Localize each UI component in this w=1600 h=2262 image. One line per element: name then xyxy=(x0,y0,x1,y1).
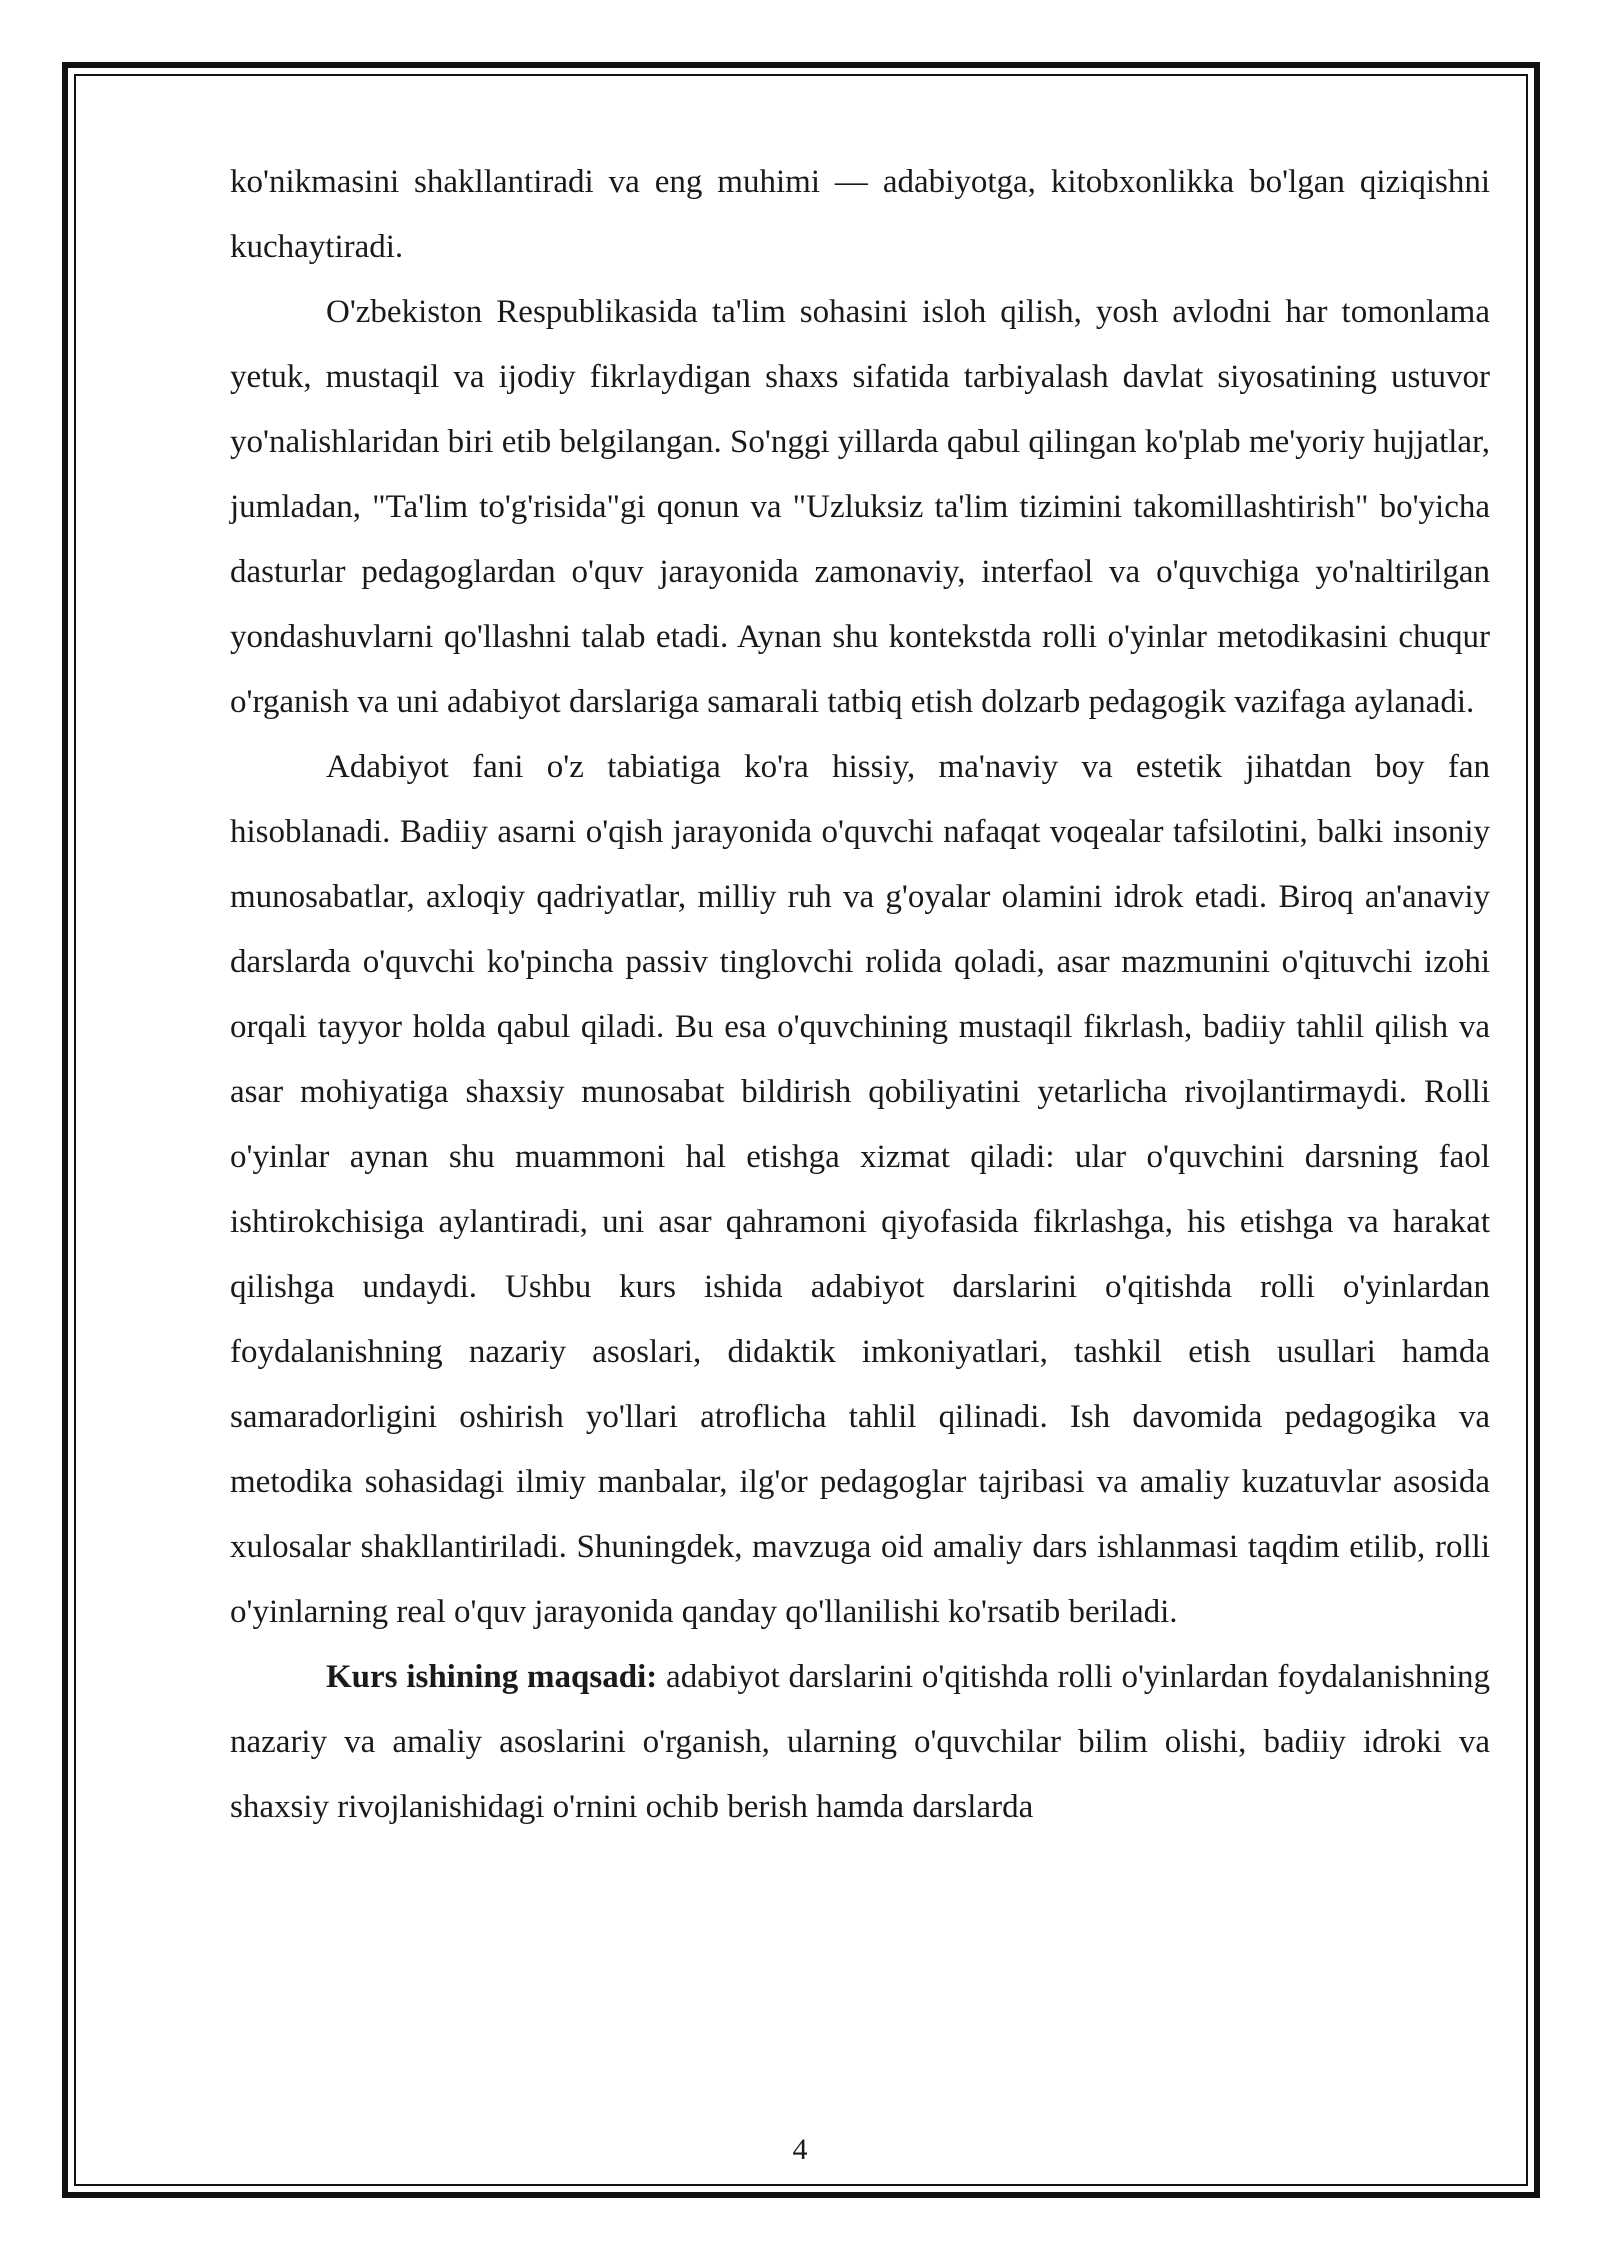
document-body xyxy=(230,150,1490,1840)
paragraph-course-goal xyxy=(230,1645,1490,1840)
course-goal-heading: Kurs ishining maqsadi: xyxy=(326,1659,658,1695)
page-number: 4 xyxy=(792,2133,808,2166)
paragraph-education-reform: O'zbekiston Respublikasida ta'lim sohasini isloh qilish, yosh avlodni har tomonlama yetuk, mustaqil va ijodiy fikrlaydigan shaxs sifatida tarbiyalash davlat siyosatining ustuvor yo'nalishlaridan biri etib belgilangan. So'nggi yillarda qabul qilingan ko'plab me'yoriy hujjatlar, jumladan, "Ta'lim to'g'risida"gi qonun va "Uzluksiz ta'lim tizimini takomillashtirish" bo'yicha dasturlar pedagoglardan o'quv jarayonida zamonaviy, interfaol va o'quvchiga yo'naltirilgan yondashuvlarni qo'llashni talab etadi. Aynan shu kontekstda rolli o'yinlar metodikasini chuqur o'rganish va uni adabiyot darslariga samarali tatbiq etish dolzarb pedagogik vazifaga aylanadi. xyxy=(230,294,1490,720)
course-goal-text: adabiyot darslarini o'qitishda rolli o'yinlardan foydalanishning nazariy va amaliy asoslarini o'rganish, ularning o'quvchilar bilim olishi, badiiy idroki va shaxsiy rivojlanishidagi o'rnini ochib berish hamda darslarda xyxy=(230,1659,1490,1825)
paragraph-continuation: ko'nikmasini shakllantiradi va eng muhimi — adabiyotga, kitobxonlikka bo'lgan qiziqishni kuchaytiradi. xyxy=(230,164,1490,265)
paragraph-literature-subject: Adabiyot fani o'z tabiatiga ko'ra hissiy, ma'naviy va estetik jihatdan boy fan hisoblanadi. Badiiy asarni o'qish jarayonida o'quvchi nafaqat voqealar tafsilotini, balki insoniy munosabatlar, axloqiy qadriyatlar, milliy ruh va g'oyalar olamini idrok etadi. Biroq an'anaviy darslarda o'quvchi ko'pincha passiv tinglovchi rolida qoladi, asar mazmunini o'qituvchi izohi orqali tayyor holda qabul qiladi. Bu esa o'quvchining mustaqil fikrlash, badiiy tahlil qilish va asar mohiyatiga shaxsiy munosabat bildirish qobiliyatini yetarlicha rivojlantirmaydi. Rolli o'yinlar aynan shu muammoni hal etishga xizmat qiladi: ular o'quvchini darsning faol ishtirokchisiga aylantiradi, uni asar qahramoni qiyofasida fikrlashga, his etishga va harakat qilishga undaydi. Ushbu kurs ishida adabiyot darslarini o'qitishda rolli o'yinlardan foydalanishning nazariy asoslari, didaktik imkoniyatlari, tashkil etish usullari hamda samaradorligini oshirish yo'llari atroflicha tahlil qilinadi. Ish davomida pedagogika va metodika sohasidagi ilmiy manbalar, ilg'or pedagoglar tajribasi va amaliy kuzatuvlar asosida xulosalar shakllantiriladi. Shuningdek, mavzuga oid amaliy dars ishlanmasi taqdim etilib, rolli o'yinlarning real o'quv jarayonida qanday qo'llanilishi ko'rsatib beriladi. xyxy=(230,749,1490,1630)
